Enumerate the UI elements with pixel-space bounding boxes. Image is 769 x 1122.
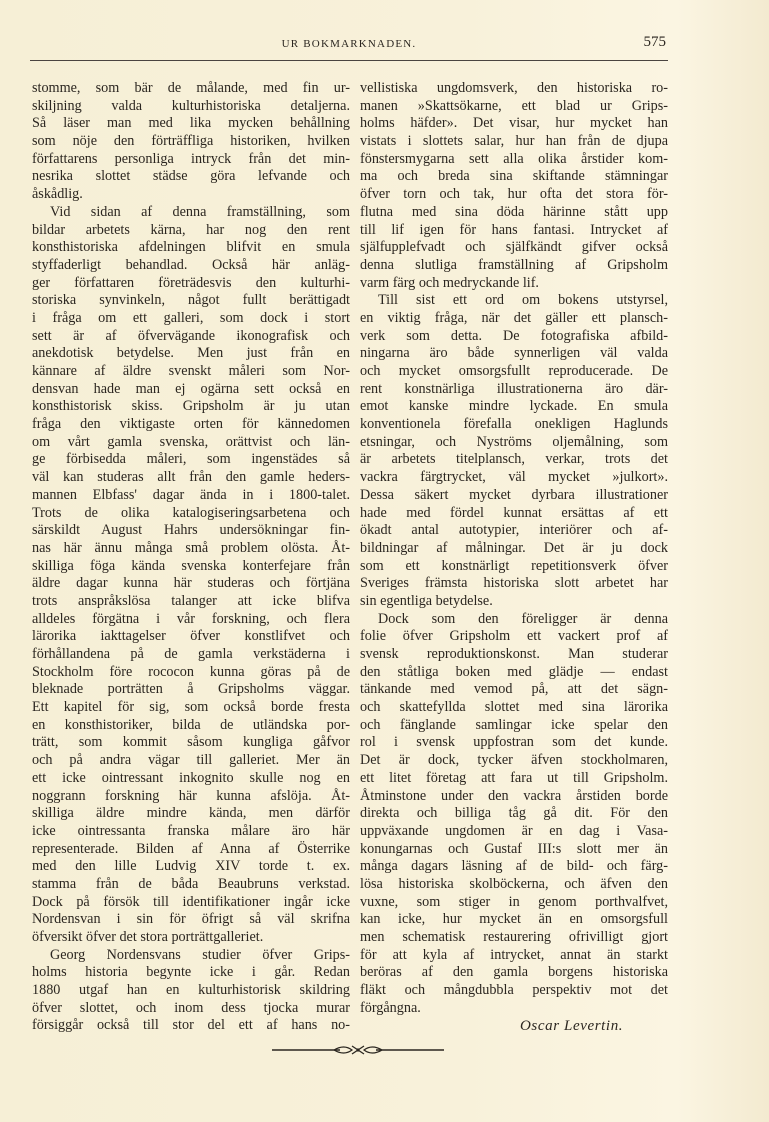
text-line: verk som detta. De fotografiska afbild- bbox=[360, 327, 668, 344]
text-line: bildar arbetets kärna, har nog den rent bbox=[32, 221, 350, 238]
text-line: holms historia begynte icke i går. Redan bbox=[32, 964, 350, 981]
text-line: noggrann forskning här kunna afslöja. Åt- bbox=[32, 787, 350, 804]
text-line: stomme, som bär de målande, med fin ur- bbox=[32, 80, 350, 96]
text-line: densvan hade man ej ogärna sett också en bbox=[32, 380, 350, 397]
text-line: författarens personliga intryck från det min- bbox=[32, 150, 350, 167]
text-column-left bbox=[32, 80, 350, 1035]
text-line: vuxne, som stiger in genom porthvalfvet, bbox=[360, 893, 668, 910]
text-line: kännare af äldre svenskt måleri som Nor- bbox=[32, 363, 350, 379]
text-line: många dagars läsning af de bild- och färg- bbox=[360, 858, 668, 875]
text-line: Dessa säkert mycket dyrbara illustrationer bbox=[360, 486, 668, 503]
paragraph bbox=[360, 80, 668, 292]
text-line: mannen Elbfass' dagar ända in i 1800-talet. bbox=[32, 486, 350, 503]
text-line: och på andra vägar till galleriet. Mer än bbox=[32, 752, 350, 769]
text-line: ett litet företag att fara ut till Gripsholm. bbox=[360, 769, 668, 786]
text-line: lösa historiska skolböckerna, och äfven den bbox=[360, 875, 668, 892]
text-line: vistats i slottets salar, hur han från de djupa bbox=[360, 133, 668, 150]
text-line: själfupplefvadt och själfkändt gifver också bbox=[360, 239, 668, 256]
text-line: öfver torn och tak, hur ofta det stora för- bbox=[360, 186, 668, 203]
text-line: Till sist ett ord om bokens utstyrsel, bbox=[378, 292, 668, 309]
text-line: och fänglande samlingar icke spelar den bbox=[360, 716, 668, 733]
text-line: vellistiska ungdomsverk, den historiska ro- bbox=[360, 80, 668, 96]
text-line: och mycket omsorgsfullt reproducerade. De bbox=[360, 363, 668, 379]
text-line: beröras af den gamla borgens historiska bbox=[360, 964, 668, 981]
text-line: Det är dock, tycker äfven stockholmaren, bbox=[360, 752, 668, 769]
text-line: icke ointressanta franska målare äro här bbox=[32, 822, 350, 839]
text-line: stamma från de båda Beaubruns verkstad. bbox=[32, 875, 350, 892]
text-line: är arbetets titelplansch, verkar, trots det bbox=[360, 451, 668, 468]
text-line: storiska synvinkeln, något fullt berättigadt bbox=[32, 292, 350, 309]
text-line: alldeles förgätna i vår forskning, och flera bbox=[32, 610, 350, 627]
text-line: som ett konstnärligt repetitionsverk öfver bbox=[360, 557, 668, 574]
text-line: en viktig fråga, när det gäller ett plansch- bbox=[360, 309, 668, 326]
page-header bbox=[30, 36, 668, 61]
text-line: rent konstnärliga illustrationerna äro där- bbox=[360, 380, 668, 397]
text-line: förhållandena på de gamla verkstäderna i bbox=[32, 646, 350, 662]
text-column-right bbox=[360, 80, 668, 1017]
text-line: skilliga föga kända svenska konterfejare från bbox=[32, 557, 350, 574]
text-line: försiggår också till stor del ett af hans no- bbox=[32, 1017, 350, 1034]
paragraph bbox=[32, 947, 350, 1035]
text-line: för att kyla af intrycket, annat än starkt bbox=[360, 946, 668, 963]
text-line: ma och breda sina skiftande stämningar bbox=[360, 168, 668, 185]
text-line: väl kan studeras allt från den gamle heders- bbox=[32, 469, 350, 486]
text-line: varm färg och medryckande lif. bbox=[360, 274, 539, 291]
text-line: styffaderligt behandlad. Också här anläg- bbox=[32, 256, 350, 273]
text-line: öfversikt öfver det stora porträttgalleriet. bbox=[32, 929, 264, 945]
text-line: flutna med sina döda härinne stått upp bbox=[360, 203, 668, 220]
text-line: lärorika iakttagelser öfver konstlifvet och bbox=[32, 628, 350, 645]
text-line: fönstersmygarna sett alla olika årstider kom- bbox=[360, 150, 668, 167]
text-line: ökadt antal autotypier, interiörer och af- bbox=[360, 522, 668, 539]
text-line: nas här ännu många små problem olösta. Åt- bbox=[32, 539, 350, 556]
text-line: Trots de olika katalogiseringsarbetena och bbox=[32, 504, 350, 521]
text-line: ett icke ointressant inkognito skulle nog en bbox=[32, 769, 350, 786]
paragraph bbox=[360, 292, 668, 610]
text-line: fläkt och mångdubbla perspektiv mot det bbox=[360, 982, 668, 999]
text-line: manen »Skattsökarne, ett blad ur Grips- bbox=[360, 97, 668, 114]
text-line: Så läser man med lika mycken behållning bbox=[32, 115, 350, 132]
paragraph bbox=[360, 611, 668, 1018]
text-line: Dock som den föreligger är denna bbox=[378, 610, 668, 627]
text-line: Ett kapitel för sig, som också borde fresta bbox=[32, 699, 350, 716]
text-line: konungarnas och Gustaf III:s slott mer än bbox=[360, 840, 668, 857]
text-line: bleknade porträtten å Gripsholms väggar. bbox=[32, 681, 350, 698]
text-line: sin egentliga betydelse. bbox=[360, 592, 493, 609]
paragraph bbox=[32, 80, 350, 204]
text-line: trätt, som kommit såsom kungliga gåfvor bbox=[32, 734, 350, 751]
text-line: anekdotisk betydelse. Men just från en bbox=[32, 345, 350, 362]
text-line: representerade. Bilden af Anna af Österrike bbox=[32, 840, 350, 857]
end-ornament-icon bbox=[272, 1043, 444, 1057]
text-line: vackra färgtrycket, väl mycket »julkort». bbox=[360, 469, 668, 486]
text-line: äldre dagar kunna här studeras och förtjäna bbox=[32, 575, 350, 592]
text-line: trots anspråkslösa talanger att icke blifva bbox=[32, 592, 350, 609]
text-line: folie öfver Gripsholm ett vackert prof af bbox=[360, 628, 668, 645]
text-line: den ståtliga boken med glädje — endast bbox=[360, 663, 668, 680]
text-line: i fråga om ett galleri, som dock i stort bbox=[32, 309, 350, 326]
text-line: Nordensvan i sin för öfrigt så väl skrifna bbox=[32, 911, 350, 928]
text-line: fråga den viktigaste orten för kännedomen bbox=[32, 416, 350, 433]
text-line: sett är af öfvervägande ikonografisk och bbox=[32, 327, 350, 344]
author-signature: Oscar Levertin. bbox=[520, 1018, 624, 1034]
text-line: kan icke, hur mycket än en omsorgsfull bbox=[360, 911, 668, 928]
paragraph bbox=[32, 204, 350, 947]
text-line: skiljning valda kulturhistoriska detaljerna. bbox=[32, 97, 350, 114]
text-line: hade med fördel kunnat ersättas af ett bbox=[360, 504, 668, 521]
text-line: 1880 utgaf han en kulturhistorisk skildring bbox=[32, 982, 350, 999]
text-line: till lif igen för hans fantasi. Intrycket af bbox=[360, 221, 668, 238]
running-head: UR BOKMARKNADEN. bbox=[281, 38, 417, 50]
text-line: denna slutliga framställning af Gripsholm bbox=[360, 256, 668, 273]
text-line: en konsthistoriker, bilda de utländska por- bbox=[32, 716, 350, 733]
text-line: särskildt August Hahrs undersökningar fin- bbox=[32, 522, 350, 539]
text-line: konsthistorisk skiss. Gripsholm är ju utan bbox=[32, 398, 350, 415]
text-line: ger författaren företrädesvis den kulturhi- bbox=[32, 274, 350, 291]
text-line: direkta och billiga tåg gå dit. För den bbox=[360, 805, 668, 822]
text-line: med den lille Ludvig XIV torde t. ex. bbox=[32, 858, 350, 875]
page-number: 575 bbox=[643, 34, 666, 50]
text-line: holms häfder». Det visar, hur mycket han bbox=[360, 115, 668, 132]
text-line: konventionela förefalla onekligen Haglunds bbox=[360, 416, 668, 433]
text-line: och skattefyllda slottet med sina lärorika bbox=[360, 699, 668, 716]
text-line: som nöje den förträffliga historiken, hvilken bbox=[32, 133, 350, 150]
text-line: ningarna äro både synnerligen väl valda bbox=[360, 345, 668, 362]
text-line: Dock på försök till identifikationer ingår icke bbox=[32, 893, 350, 910]
text-line: uppväxande ungdomen är en dag i Vasa- bbox=[360, 822, 668, 839]
text-line: etsningar, och Nyströms oljemålning, som bbox=[360, 433, 668, 450]
text-line: emot kanske mindre lyckade. En smula bbox=[360, 398, 668, 415]
text-line: förgångna. bbox=[360, 999, 421, 1016]
text-line: Georg Nordensvans studier öfver Grips- bbox=[50, 946, 350, 963]
text-line: nesrika slottet städse göra lefvande och bbox=[32, 168, 350, 185]
text-line: rol i svensk uppfostran som det kunde. bbox=[360, 734, 668, 751]
text-line: tänkande med vemod på, att det sägn- bbox=[360, 681, 668, 698]
text-line: men schematisk restaurering ofrivilligt gjort bbox=[360, 929, 668, 945]
text-line: öfver slottet, och inom dess tjocka murar bbox=[32, 999, 350, 1016]
text-line: Sveriges främsta historiska slott arbetet har bbox=[360, 575, 668, 592]
text-line: konsthistoriska afdelningen blifvit en smula bbox=[32, 239, 350, 256]
text-line: Stockholm före rococon kunna göras på de bbox=[32, 663, 350, 680]
text-line: svensk reproduktionskonst. Man studerar bbox=[360, 646, 668, 662]
text-line: Åtminstone under den vackra årstiden borde bbox=[360, 787, 668, 804]
text-line: bildningar af målningar. Det är ju dock bbox=[360, 539, 668, 556]
text-line: Vid sidan af denna framställning, som bbox=[50, 203, 350, 220]
text-line: ge förbisedda måleri, som ingenstädes så bbox=[32, 451, 350, 468]
text-line: åskådlig. bbox=[32, 186, 83, 203]
text-line: om vårt gamla svenska, orättvist och län- bbox=[32, 433, 350, 450]
text-line: skilliga äldre mindre kända, men därför bbox=[32, 805, 350, 822]
